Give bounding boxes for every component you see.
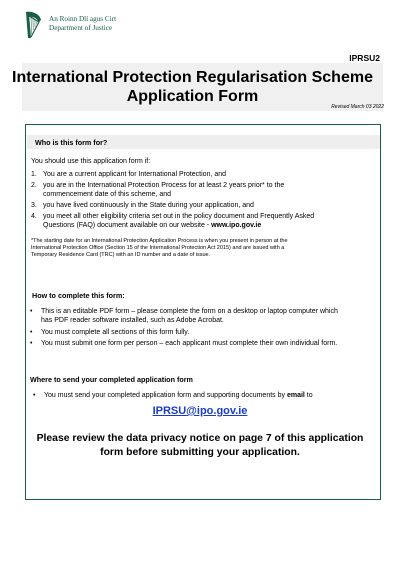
harp-icon [22, 10, 44, 40]
privacy-notice-line1: Please review the data privacy notice on page 7 of this application [36, 433, 364, 444]
form-code: IPRSU2 [349, 53, 380, 63]
list-item-text: Questions (FAQ) document available on our website - [43, 222, 212, 229]
department-name-english: Department of Justice [49, 24, 113, 32]
list-item: You must submit one form per person – each applicant must complete their own individual form. [41, 340, 338, 347]
bullet-icon: • [30, 340, 33, 347]
list-item: This is an editable PDF form – please complete the form on a desktop or laptop computer which [41, 308, 338, 315]
list-item-continued [43, 221, 261, 230]
bullet-icon: • [30, 308, 33, 315]
where-instruction [44, 391, 313, 400]
where-email-word: email [286, 392, 305, 399]
where-text: You must send your completed application form and supporting documents by [44, 392, 287, 399]
list-item: You must complete all sections of this form fully. [41, 329, 190, 336]
list-item-number: 3. [31, 202, 37, 209]
list-item-number: 1. [31, 171, 37, 178]
footnote-line: International Protection Office (Section 15 of the International Protection Act 2015) and are issued with a [31, 245, 285, 251]
page-subtitle: Application Form [126, 88, 259, 105]
bullet-icon: • [30, 329, 33, 336]
privacy-notice-line2: form before submitting your application. [100, 447, 300, 458]
revised-date: Revised March 03 2022 [331, 104, 384, 110]
department-logo [22, 10, 137, 40]
website-link[interactable]: www.ipo.gov.ie [211, 222, 262, 229]
page-title: International Protection Regularisation Scheme [12, 69, 373, 86]
where-heading: Where to send your completed application form [30, 375, 193, 384]
who-intro: You should use this application form if: [31, 158, 151, 165]
list-item: you are in the International Protection Process for at least 2 years prior* to the [43, 182, 285, 189]
email-link[interactable]: IPRSU@ipo.gov.ie [152, 405, 248, 417]
footnote-line: *The starting date for an International Protection Application Process is when you present in person at the [31, 238, 288, 244]
how-heading: How to complete this form: [32, 291, 125, 300]
list-item-number: 4. [31, 213, 37, 220]
bullet-icon: • [33, 392, 36, 399]
list-item-continued: has PDF reader software installed, such as Adobe Acrobat. [41, 317, 224, 324]
list-item: you meet all other eligibility criteria set out in the policy document and Frequently Asked [43, 213, 315, 220]
list-item-continued: commencement date of this scheme, and [43, 191, 172, 198]
footnote-line: Temporary Residence Card (TRC) with an ID number and a date of issue. [31, 252, 211, 258]
where-text-end: to [304, 392, 313, 399]
department-name-irish: An Roinn Dlí agus Cirt [49, 15, 117, 23]
list-item: You are a current applicant for International Protection, and [43, 171, 227, 178]
list-item: you have lived continuously in the State during your application, and [43, 202, 254, 209]
list-item-number: 2. [31, 182, 37, 189]
who-heading: Who is this form for? [35, 138, 108, 147]
